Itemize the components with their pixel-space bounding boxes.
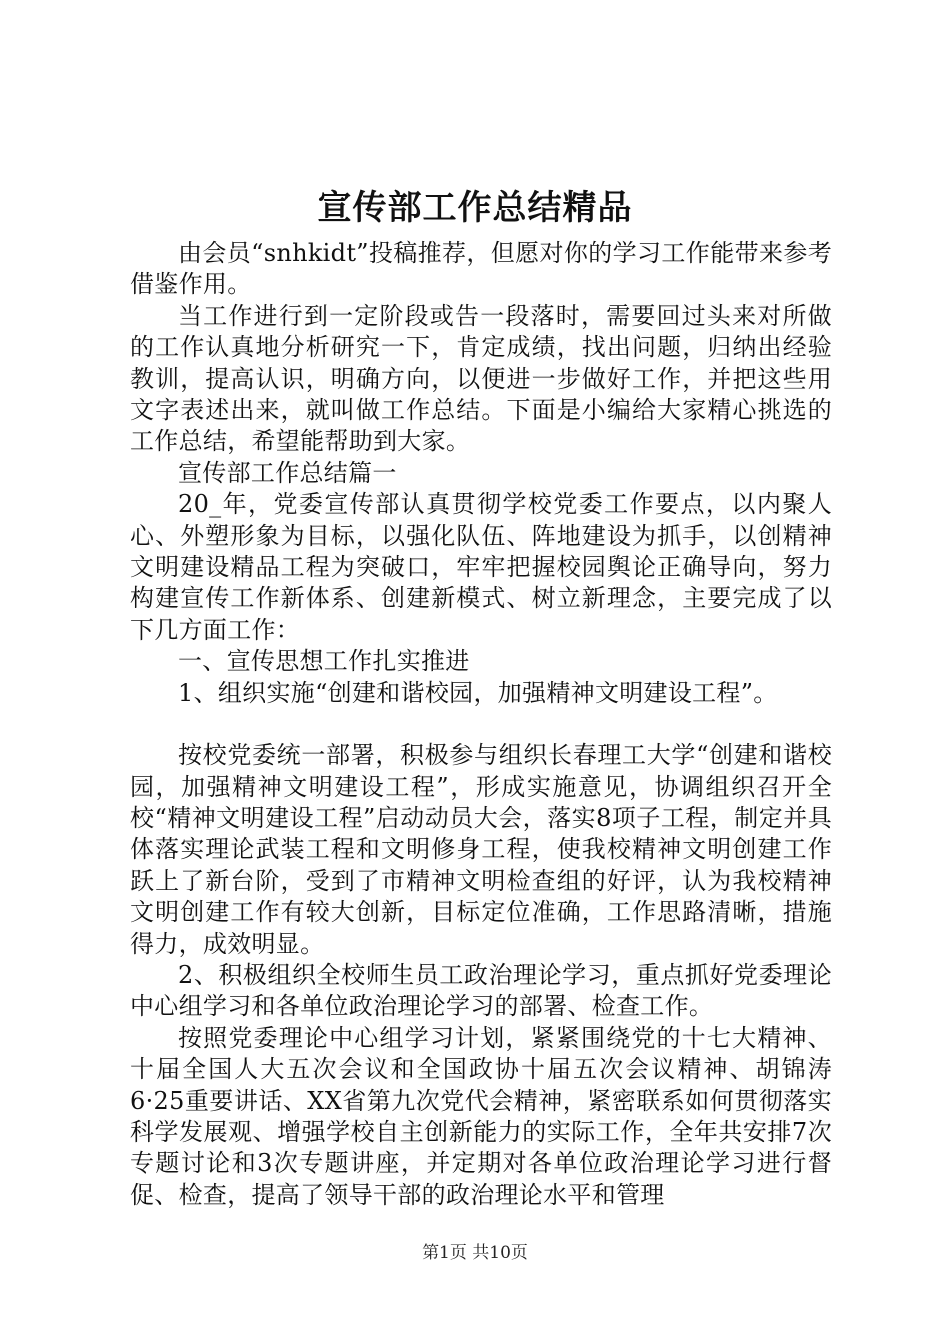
item-2-paragraph: 按照党委理论中心组学习计划，紧紧围绕党的十七大精神、十届全国人大五次会议和全国政协十届五次会议精神、胡锦涛6·25重要讲话、XX省第九次党代会精神，紧密联系如何贯彻落实科学发展观、增强学校自主创新能力的实际工作，全年共安排7次专题讨论和3次专题讲座，并定期对各单位政治理论学习进行督促、检查，提高了领导干部的政治理论水平和管理 [130, 1023, 832, 1209]
item-1-heading: 1、组织实施“创建和谐校园，加强精神文明建设工程”。 [178, 678, 778, 707]
document-title: 宣传部工作总结精品 [317, 188, 633, 228]
subheading-1: 一、宣传思想工作扎实推进 [178, 647, 470, 676]
overview-paragraph: 20_年，党委宣传部认真贯彻学校党委工作要点，以内聚人心、外塑形象为目标，以强化队伍、阵地建设为抓手，以创精神文明建设精品工程为突破口，牢牢把握校园舆论正确导向，努力构建宣传工作新体系、创建新模式、树立新理念，主要完成了以下几方面工作： [130, 490, 832, 644]
summary-definition-paragraph: 当工作进行到一定阶段或告一段落时，需要回过头来对所做的工作认真地分析研究一下，肯定成绩，找出问题，归纳出经验教训，提高认识，明确方向，以便进一步做好工作，并把这些用文字表述出来，就叫做工作总结。下面是小编给大家精心挑选的工作总结，希望能帮助到大家。 [130, 301, 832, 456]
intro-paragraph: 由会员“snhkidt”投稿推荐，但愿对你的学习工作能带来参考借鉴作用。 [130, 239, 832, 299]
item-2-heading: 2、积极组织全校师生员工政治理论学习，重点抓好党委理论中心组学习和各单位政治理论学习的部署、检查工作。 [130, 960, 832, 1021]
section-heading: 宣传部工作总结篇一 [178, 458, 397, 487]
page-footer: 第1页 共10页 [422, 1243, 528, 1263]
document-body [130, 238, 832, 1211]
item-1-paragraph: 按校党委统一部署，积极参与组织长春理工大学“创建和谐校园，加强精神文明建设工程”，形成实施意见，协调组织召开全校“精神文明建设工程”启动动员大会，落实8项子工程，制定并具体落实理论武装工程和文明修身工程，使我校精神文明创建工作跃上了新台阶，受到了市精神文明检查组的好评，认为我校精神文明创建工作有较大创新，目标定位准确，工作思路清晰，措施得力，成效明显。 [130, 741, 832, 958]
